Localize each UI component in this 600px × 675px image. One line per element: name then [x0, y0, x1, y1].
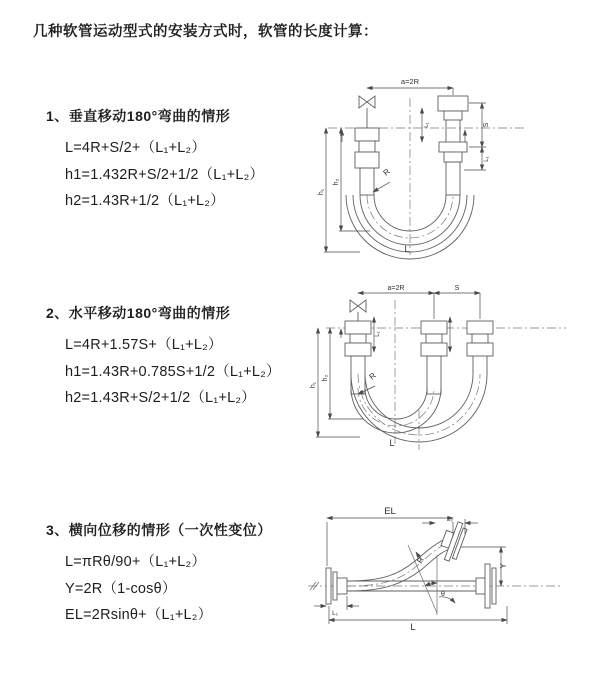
formula-h1: h1=1.432R+S/2+1/2（L₁+L₂） — [65, 166, 265, 183]
right-hose-fitting — [467, 321, 493, 356]
hose-diagram-horizontal-bend — [308, 282, 596, 454]
section-2 — [46, 303, 281, 412]
hose-diagram-lateral-displacement — [298, 502, 600, 650]
formula-el: EL=2Rsinθ+（L₁+L₂） — [65, 607, 213, 623]
braided-hose-section — [427, 356, 441, 394]
dim-label-l1: L₁ — [484, 156, 490, 162]
section-3-heading: 3、横向位移的情形（一次性变位） — [46, 522, 272, 538]
dim-label-l1: L₁ — [424, 122, 430, 128]
dim-label-h1: h₁ — [318, 188, 325, 196]
section-1 — [46, 106, 264, 215]
valve-icon — [350, 300, 366, 321]
dim-label-a2r: a=2R — [387, 285, 405, 292]
dim-label-radius: R — [381, 166, 392, 178]
dim-label-l1: L₁ — [332, 610, 338, 617]
right-hose-fitting — [438, 96, 468, 162]
dim-label-l1: L₁ — [375, 331, 381, 337]
braided-hose-section — [446, 162, 460, 195]
section-3 — [46, 520, 272, 629]
dim-label-h2: h₂ — [333, 178, 340, 186]
right-flange-fitting — [476, 564, 496, 608]
section-1-heading: 1、垂直移动180°弯曲的情形 — [46, 108, 231, 124]
document-title: 几种软管运动型式的安装方式时，软管的长度计算： — [33, 24, 378, 40]
dim-label-length: L — [389, 438, 395, 448]
formula-h1: h1=1.43R+0.785S+1/2（L₁+L₂） — [65, 363, 281, 380]
formula-h2: h2=1.43R+S/2+1/2（L₁+L₂） — [65, 390, 256, 406]
dim-label-l2: L₂ — [446, 516, 454, 523]
formula-l: L=4R+S/2+（L₁+L₂） — [65, 140, 207, 156]
middle-hose-fitting — [421, 321, 447, 356]
formula-l: L=4R+1.57S+（L₁+L₂） — [65, 337, 223, 353]
dim-label-h2: h₂ — [322, 374, 329, 382]
formula-l: L=πRθ/90+（L₁+L₂） — [65, 554, 207, 570]
dim-label-a2r: a=2R — [400, 77, 420, 86]
left-hose-fitting — [355, 128, 379, 168]
dim-label-s: S — [483, 122, 490, 128]
dim-label-h1: h₁ — [310, 381, 317, 389]
dim-label-radius: R — [415, 555, 426, 566]
braided-hose-section — [360, 168, 374, 195]
left-flange-fitting — [326, 568, 347, 604]
dim-label-s: S — [454, 285, 460, 292]
hose-diagram-vertical-bend — [312, 70, 597, 260]
formula-y: Y=2R（1-cosθ） — [65, 580, 177, 597]
dim-label-theta: θ — [441, 591, 445, 598]
formula-h2: h2=1.43R+1/2（L₁+L₂） — [65, 193, 225, 209]
dim-label-length: L — [404, 244, 410, 254]
valve-icon — [359, 96, 375, 128]
left-hose-fitting — [345, 321, 371, 356]
hose-displaced-position — [347, 537, 455, 591]
dim-label-el: EL — [384, 506, 396, 517]
section-2-heading: 2、水平移动180°弯曲的情形 — [46, 305, 231, 321]
dim-label-length: L — [410, 622, 416, 633]
dim-label-y: Y — [499, 563, 508, 569]
dim-label-radius: R — [367, 370, 378, 382]
